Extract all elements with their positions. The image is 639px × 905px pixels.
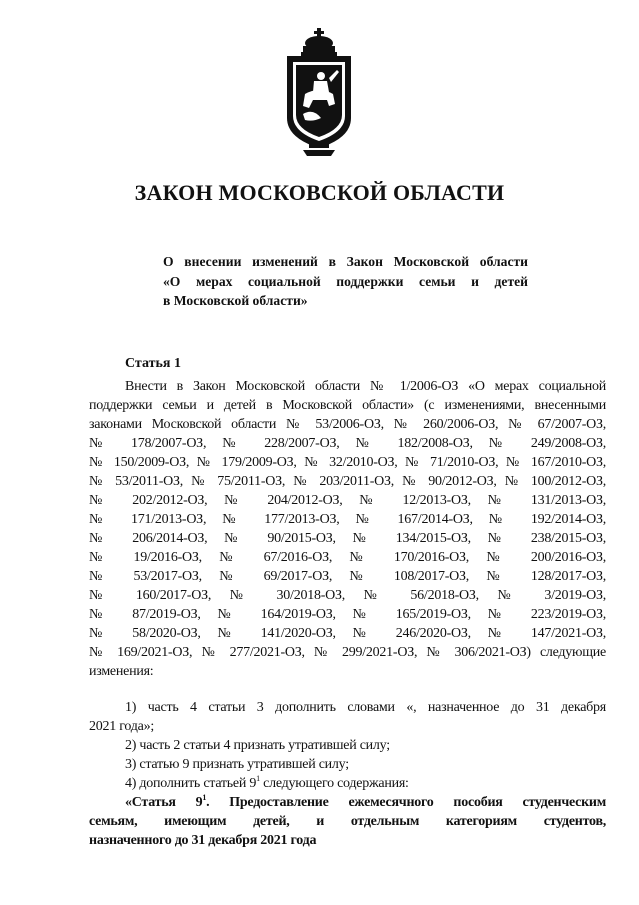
new-article-title-end: . Предоставление ежемесячного пособия студенческим [206,795,607,810]
paragraph-line: Внести в Закон Московской области № 1/2006-ОЗ «О мерах социальной [125,379,606,394]
paragraph-line: № 58/2020-ОЗ, № 141/2020-ОЗ, № 246/2020-ОЗ, № 147/2021-ОЗ, [89,626,606,641]
paragraph-line: № 19/2016-ОЗ, № 67/2016-ОЗ, № 170/2016-ОЗ, № 200/2016-ОЗ, [89,550,606,565]
paragraph-line: № 160/2017-ОЗ, № 30/2018-ОЗ, № 56/2018-ОЗ, № 3/2019-ОЗ, [89,588,606,603]
amendment-item-1-cont: 2021 года»; [89,719,154,734]
paragraph-line: № 206/2014-ОЗ, № 90/2015-ОЗ, № 134/2015-ОЗ, № 238/2015-ОЗ, [89,531,606,546]
subject-line: «О мерах социальной поддержки семьи и детей [163,273,528,289]
amendment-item-3: 3) статью 9 признать утратившей силу; [125,757,349,772]
paragraph-line: изменения: [89,664,154,679]
paragraph-line: № 171/2013-ОЗ, № 177/2013-ОЗ, № 167/2014-ОЗ, № 192/2014-ОЗ, [89,512,606,527]
amendment-item-2: 2) часть 2 статьи 4 признать утратившей силу; [125,738,390,753]
paragraph-line: законами Московской области № 53/2006-ОЗ, № 260/2006-ОЗ, № 67/2007-ОЗ, [89,417,606,432]
paragraph-line: № 53/2011-ОЗ, № 75/2011-ОЗ, № 203/2011-ОЗ, № 90/2012-ОЗ, № 100/2012-ОЗ, [89,474,606,489]
paragraph-line: № 150/2009-ОЗ, № 179/2009-ОЗ, № 32/2010-ОЗ, № 71/2010-ОЗ, № 167/2010-ОЗ, [89,455,606,470]
new-article-superscript: 1 [202,793,207,802]
paragraph-line: № 169/2021-ОЗ, № 277/2021-ОЗ, № 299/2021-ОЗ, № 306/2021-ОЗ) следующие [89,645,606,660]
item4-text: 4) дополнить статьей 9 [125,776,257,791]
article-body [89,377,606,850]
paragraph-line: поддержки семьи и детей в Московской области» (с изменениями, внесенными [89,398,606,413]
new-article-title-line [89,831,606,850]
item4-superscript: 1 [256,774,260,783]
subject-line: О внесении изменений в Закон Московской области [163,254,528,269]
paragraph-line: № 53/2017-ОЗ, № 69/2017-ОЗ, № 108/2017-ОЗ, № 128/2017-ОЗ, [89,569,606,584]
amendment-item-1: 1) часть 4 статьи 3 дополнить словами «, назначенное до 31 декабря [125,700,606,715]
subject-line: в Московской области» [163,293,308,308]
new-article-title-line [89,793,606,812]
new-article-title-3: назначенного до 31 декабря 2021 года [89,833,317,848]
law-subject [163,252,528,311]
law-title: ЗАКОН МОСКОВСКОЙ ОБЛАСТИ [134,180,505,205]
new-article-title-start: «Статья 9 [125,795,203,810]
paragraph-line: № 87/2019-ОЗ, № 164/2019-ОЗ, № 165/2019-ОЗ, № 223/2019-ОЗ, [89,607,606,622]
amendment-item-4 [89,774,606,793]
article-heading: Статья 1 [125,356,181,371]
new-article-title-line [89,812,606,831]
paragraph-line: № 202/2012-ОЗ, № 204/2012-ОЗ, № 12/2013-ОЗ, № 131/2013-ОЗ, [89,493,606,508]
item4-text-end: следующего содержания: [259,776,409,791]
paragraph-line: № 178/2007-ОЗ, № 228/2007-ОЗ, № 182/2008-ОЗ, № 249/2008-ОЗ, [89,436,606,451]
new-article-title-2: семьям, имеющим детей, и отдельным категориям студентов, [89,814,606,829]
coat-of-arms-icon [283,26,355,158]
